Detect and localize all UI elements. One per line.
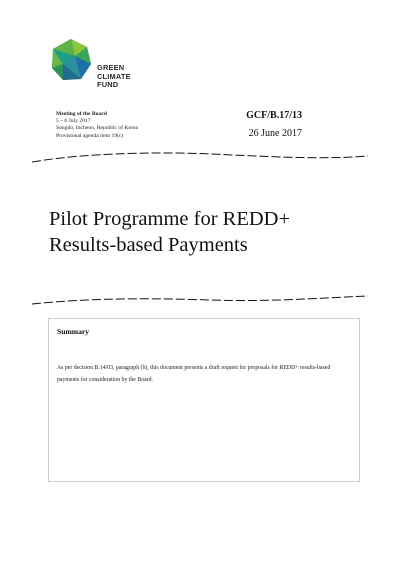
meeting-heading: Meeting of the Board [56, 111, 107, 117]
logo-word-3: FUND [97, 80, 119, 90]
globe-logo-icon [50, 38, 92, 82]
document-symbol: GCF/B.17/13 [246, 110, 302, 121]
title-line-1: Pilot Programme for REDD+ [49, 208, 291, 230]
title-line-2: Results-based Payments [49, 234, 248, 256]
document-title [49, 206, 379, 258]
document-date: 26 June 2017 [248, 128, 302, 139]
green-climate-fund-logo [50, 38, 170, 98]
meeting-dates: 5 – 6 July 2017 [56, 118, 91, 125]
bottom-wave-divider [30, 294, 370, 310]
logo-word-2: CLIMATE [97, 71, 131, 81]
agenda-item: Provisional agenda item 19(c) [56, 132, 124, 139]
summary-body: As per decision B.14/03, paragraph (b), this document presents a draft request for proposals for REDD+ results-based payments for consideration by the Board. [57, 365, 331, 383]
top-wave-divider [30, 150, 370, 166]
logo-word-1: GREEN [97, 63, 125, 72]
meeting-info [56, 111, 138, 140]
summary-box [48, 318, 360, 482]
meeting-location: Songdo, Incheon, Republic of Korea [56, 125, 139, 132]
summary-heading: Summary [57, 327, 90, 336]
logo-wordmark [97, 64, 131, 90]
